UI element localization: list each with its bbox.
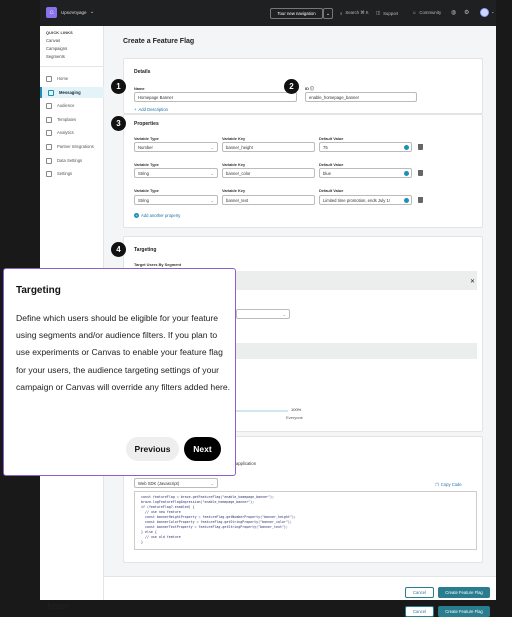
sidebar-item-partner-integrations[interactable]: [40, 141, 104, 152]
copy-code-button[interactable]: [435, 482, 462, 487]
sidebar-item-label: Home: [57, 76, 69, 81]
templates-icon: [46, 117, 52, 123]
tooltip-body: Define which users should be eligible for your feature using segments and/or audience filters. If you plan to use experiments or Canvas to enable your feature flag for your users, the audience targeting settings of your campaign or Canvas will override any filters added here.: [16, 313, 230, 392]
name-field[interactable]: [134, 92, 297, 102]
variable-type-select[interactable]: [134, 168, 218, 178]
tooltip-title: Targeting: [16, 285, 61, 296]
sidebar-item-audience[interactable]: [40, 100, 104, 111]
variable-key-value: banner_text: [226, 197, 249, 203]
default-value-label: Default Value: [319, 162, 344, 167]
variable-type-label: Variable Type: [134, 162, 159, 167]
variable-key-value: banner_color: [226, 170, 251, 176]
variable-key-value: banner_height: [226, 144, 253, 150]
default-value-label: Default Value: [319, 136, 344, 141]
search-button[interactable]: [340, 10, 369, 16]
code-snippet: const featureFlag = braze.getFeatureFlag("enable_homepage_banner"); braze.logFeatureFlagImpression("enable_homepage_banner"); if (featureFlag?.enabled) { // use new feature const bannerHeightProperty = featureFlag.getNumberProperty("banner_height"); const bannerColorProperty = featureFlag.getStringProperty("banner_color"); const bannerTextProperty = featureFlag.getStringProperty("banner_text"); } else { // use old feature }: [134, 491, 477, 550]
community-icon: ☺: [412, 10, 417, 15]
variable-type-value: String: [138, 170, 149, 176]
variable-type-select[interactable]: [134, 195, 218, 205]
chevron-down-icon[interactable]: ⌄: [90, 9, 95, 15]
name-value: Homepage Banner: [138, 94, 174, 100]
sidebar-item-analytics[interactable]: [40, 127, 104, 138]
create-button-inview-final[interactable]: [438, 587, 490, 598]
variable-key-field[interactable]: [222, 168, 315, 178]
previous-button[interactable]: Previous: [126, 437, 179, 461]
settings-icon: [46, 171, 52, 177]
next-button[interactable]: Next: [184, 437, 221, 461]
audience-everyone-label: Everyone: [286, 415, 303, 420]
page-title: Create a Feature Flag: [123, 38, 195, 45]
cancel-button-inview-final[interactable]: [405, 587, 434, 598]
sidebar-item-label: Data Settings: [57, 158, 83, 163]
application-text: application: [236, 461, 257, 466]
quick-link-campaigns[interactable]: Campaigns: [46, 46, 68, 51]
app-logo-icon[interactable]: ⌂: [46, 7, 57, 18]
trash-icon[interactable]: [418, 144, 423, 150]
default-value-value: Limited time promotion, ends July 1!: [323, 197, 391, 203]
avatar[interactable]: [480, 8, 489, 17]
analytics-icon: [46, 130, 52, 136]
variable-key-label: Variable Key: [222, 136, 246, 141]
sidebar-item-label: Partner Integrations: [57, 144, 94, 149]
properties-title: Properties: [134, 121, 159, 127]
audience-percent: 100%: [291, 407, 302, 412]
add-description-label: Add Description: [138, 107, 169, 112]
default-value-field[interactable]: [319, 168, 412, 178]
partner-icon: [46, 144, 52, 150]
create-label: Create Feature Flag: [445, 590, 483, 595]
id-value: enable_homepage_banner: [309, 94, 360, 100]
data-icon: [46, 158, 52, 164]
audience-icon: [46, 103, 52, 109]
trash-icon[interactable]: [418, 170, 423, 176]
braze-logo: braze: [47, 602, 70, 611]
variable-type-value: String: [138, 197, 149, 203]
plus-icon: +: [134, 107, 137, 112]
step-4-badge: 4: [111, 242, 126, 257]
filter-select[interactable]: [236, 309, 290, 319]
chevron-down-icon: ⌄: [210, 145, 214, 150]
check-icon: [404, 198, 409, 203]
cancel-label: Cancel: [412, 609, 427, 614]
variable-type-select[interactable]: [134, 142, 218, 152]
messaging-icon: [48, 90, 54, 96]
close-icon[interactable]: ✕: [470, 279, 476, 285]
sidebar-item-templates[interactable]: [40, 114, 104, 125]
sidebar-divider: [40, 66, 104, 67]
trash-icon[interactable]: [418, 197, 423, 203]
search-icon: ⌕: [340, 10, 343, 16]
community-link[interactable]: [412, 10, 441, 15]
check-icon: [404, 145, 409, 150]
cancel-label: Cancel: [412, 590, 427, 595]
details-card: [123, 58, 483, 114]
step-2-badge: 2: [284, 79, 299, 94]
default-value-value: 75: [323, 144, 328, 150]
default-value-field[interactable]: [319, 142, 412, 152]
home-icon: [46, 76, 52, 82]
globe-icon[interactable]: ◍: [451, 10, 457, 16]
tour-dropdown-button[interactable]: ⌄: [323, 8, 333, 19]
quick-link-segments[interactable]: Segments: [46, 54, 65, 59]
variable-key-label: Variable Key: [222, 188, 246, 193]
details-title: Details: [134, 69, 151, 75]
variable-type-label: Variable Type: [134, 188, 159, 193]
search-label: Search ⌘ K: [345, 10, 369, 15]
chevron-down-icon: ⌄: [210, 171, 214, 176]
chevron-down-icon[interactable]: ⌄: [491, 9, 495, 14]
sidebar-item-home[interactable]: [40, 73, 104, 84]
chevron-down-icon: ⌄: [282, 312, 286, 317]
sidebar-item-messaging[interactable]: [40, 87, 104, 98]
chevron-down-icon: ⌄: [210, 481, 214, 486]
sidebar-item-label: Audience: [57, 103, 75, 108]
support-label: Support: [383, 10, 399, 16]
add-property-label: Add another property: [141, 213, 181, 218]
gear-icon[interactable]: ⚙: [464, 10, 470, 16]
community-label: Community: [419, 10, 442, 15]
quick-link-canvas[interactable]: Canvas: [46, 38, 61, 43]
sidebar-item-data-settings[interactable]: [40, 155, 104, 166]
sidebar-item-label: Templates: [57, 117, 77, 122]
app-switcher[interactable]: UpsoVoyage: [61, 10, 87, 15]
sidebar-item-settings[interactable]: [40, 168, 104, 179]
variable-key-field[interactable]: [222, 195, 315, 205]
name-label: Name: [134, 86, 145, 91]
id-field[interactable]: [305, 92, 417, 102]
audience-progress-bar: [236, 410, 288, 412]
variable-type-label: Variable Type: [134, 136, 159, 141]
plus-circle-icon: +: [135, 213, 138, 218]
variable-key-label: Variable Key: [222, 162, 246, 167]
targeting-title: Targeting: [134, 247, 157, 253]
segment-label: Target Users By Segment: [134, 262, 182, 267]
check-icon: [404, 171, 409, 176]
support-link[interactable]: [376, 10, 398, 16]
sidebar-item-label: Analytics: [57, 130, 74, 135]
default-value-value: blue: [323, 170, 331, 176]
support-icon: ◫: [376, 10, 381, 15]
sidebar-item-label: Messaging: [59, 90, 81, 95]
default-value-label: Default Value: [319, 188, 344, 193]
copy-code-label: Copy Code: [440, 482, 462, 487]
quick-links-title: QUICK LINKS: [46, 31, 73, 35]
cancel-button-row[interactable]: [405, 606, 434, 617]
variable-type-value: Number: [138, 144, 153, 150]
copy-icon: ❐: [435, 482, 439, 487]
info-icon: ⓘ: [310, 86, 314, 91]
create-button-row[interactable]: [438, 606, 490, 617]
sdk-select[interactable]: [134, 478, 218, 488]
sdk-select-value: Web SDK (Javascript): [138, 480, 180, 486]
step-1-badge: 1: [111, 79, 126, 94]
default-value-field[interactable]: [319, 195, 412, 205]
variable-key-field[interactable]: [222, 142, 315, 152]
id-label-text: ID: [305, 86, 309, 91]
filter-summary-row: [236, 343, 477, 359]
chevron-down-icon: ⌄: [210, 198, 214, 203]
tour-navigation-button[interactable]: Tour new navigation: [270, 8, 323, 19]
sidebar-item-label: Settings: [57, 171, 73, 176]
create-label: Create Feature Flag: [445, 609, 483, 614]
top-bar: [40, 0, 496, 26]
add-property-link[interactable]: [134, 213, 180, 218]
footer-buttons-inview: [398, 586, 496, 600]
add-description-link[interactable]: [134, 107, 168, 112]
step-3-badge: 3: [111, 116, 126, 131]
